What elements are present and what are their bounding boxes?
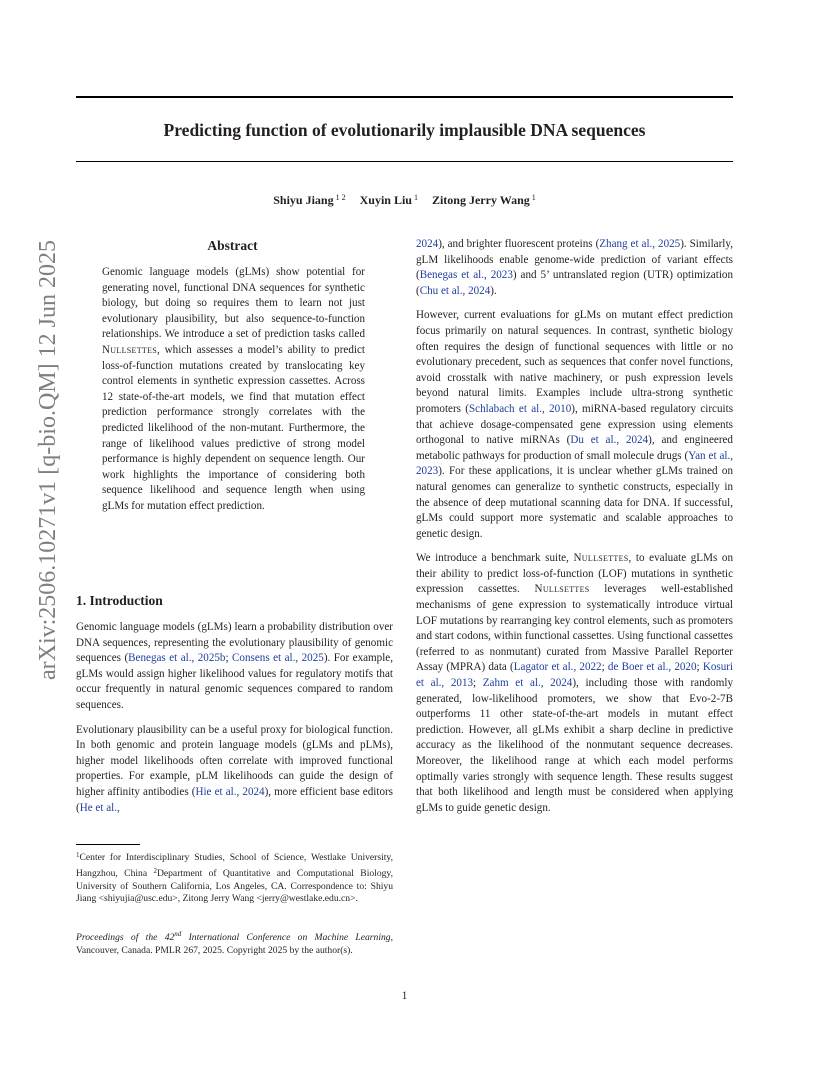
author-affiliation: 1 2 (335, 193, 346, 202)
paragraph: 2024), and brighter fluorescent proteins (Zhang et al., 2025). Similarly, gLM likelihoods enable genome-wide prediction of variant effects (Benegas et al., 2023) and 5’ untranslated region (UTR) optimization (Chu et al., 2024). (416, 238, 733, 297)
footnote-rule (76, 844, 140, 845)
author-affiliation: 1 (531, 193, 536, 202)
introduction-left-column (76, 620, 393, 816)
citation-link[interactable]: He et al., (79, 801, 120, 814)
abstract-heading: Abstract (207, 238, 258, 253)
citation-link[interactable]: Du et al., 2024 (570, 434, 649, 447)
citation-link[interactable]: de Boer et al., 2020 (607, 661, 697, 674)
affiliation-footnote: $^1$Center for Interdisciplinary Studies, School of Science, Westlake University, Hangzhou, China $^2$Department of Quantitative and Computational Biology, University of Southern California, Los Angeles, CA. Correspondence to: Shiyu Jiang <shiyujia@usc.edu>, Zitong Jerry Wang <jerry@westlake.edu.cn>. (76, 851, 393, 905)
citation-link[interactable]: Benegas et al., 2023 (419, 269, 513, 282)
section-heading-introduction: 1. Introduction (76, 593, 163, 608)
citation-link[interactable]: Consens et al., 2025 (232, 652, 324, 665)
right-column (416, 237, 733, 816)
paper-title: Predicting function of evolutionarily implausible DNA sequences (163, 120, 646, 140)
citation-link[interactable]: Benegas et al., 2025b (128, 652, 226, 665)
benchmark-name: Nullsettes (573, 552, 629, 565)
author-name: Shiyu Jiang (273, 193, 334, 207)
benchmark-name: Nullsettes (534, 583, 590, 596)
author-affiliation: 1 (413, 193, 418, 202)
author-name: Xuyin Liu (359, 193, 412, 207)
paragraph: However, current evaluations for gLMs on mutant effect prediction focus primarily on natural sequences. In contrast, synthetic biology often requires the design of functional sequences with little or no evolutionary precedent, such as sequences that confer novel functions, avoid crosstalk with native machinery, or push expression levels beyond natural limits. Examples include ultra-strong synthetic promoters (Schlabach et al., 2010), miRNA-based regulatory circuits that achieve dosage-compensated gene expression using elements orthogonal to native miRNAs (Du et al., 2024), and engineered metabolic pathways for production of small molecule drugs (Yan et al., 2023). For these applications, it is unclear whether gLMs trained on natural genomes can generalize to synthetic constructs, especially in the absence of deep mutational scanning data for DNA. If successful, gLMs could support more systematic and scalable approaches to genetic design. (416, 309, 734, 540)
citation-link[interactable]: Lagator et al., 2022 (513, 661, 602, 674)
benchmark-name: Nullsettes (102, 343, 158, 356)
citation-link[interactable]: Zahm et al., 2024 (482, 677, 573, 690)
title-rule-top (76, 96, 733, 98)
citation-link[interactable]: Schlabach et al., 2010 (469, 402, 572, 415)
arxiv-identifier-stamp: arXiv:2506.10271v1 [q-bio.QM] 12 Jun 2025 (35, 240, 61, 680)
page-number: 1 (401, 990, 408, 1002)
abstract-text: Genomic language models (gLMs) show potential for generating novel, functional DNA sequences for synthetic biology, but doing so requires them to learn not just evolutionary plausibility, but also sequence-to-function relationships. We introduce a set of prediction tasks called Nullsettes, which assesses a model’s ability to predict loss-of-function mutations created by translocating key control elements in synthetic expression cassettes. Across 12 state-of-the-art models, we find that mutation effect prediction performance strongly correlates with the predicted likelihood of the non-mutant. Furthermore, the range of likelihood values predictive of strong model performance is highly dependent on sequence length. Our work highlights the importance of considering both sequence likelihood and sequence length when using gLMs for mutation effect prediction. (102, 266, 365, 512)
paragraph: Evolutionary plausibility can be a useful proxy for biological function. In both genomic and protein language models (gLMs and pLMs), higher model likelihoods often correlate with improved functional properties. For example, pLM likelihoods can guide the design of higher affinity antibodies (Hie et al., 2024), more efficient base editors (He et al., (76, 723, 393, 814)
author-list (76, 190, 733, 208)
citation-link[interactable]: Hie et al., 2024 (195, 785, 265, 798)
author-name: Zitong Jerry Wang (431, 193, 530, 207)
title-rule-bottom (76, 161, 733, 162)
citation-link[interactable]: Chu et al., 2024 (419, 284, 491, 297)
citation-link[interactable]: Yan et al., 2023 (416, 449, 733, 478)
paragraph: We introduce a benchmark suite, Nullsettes, to evaluate gLMs on their ability to predict loss-of-function (LOF) mutations in synthetic expression cassettes. Nullsettes leverages well-established mechanisms of gene expression to systematically introduce virtual LOF mutations by rearranging key control elements, such as promoters and start codons, within functional cassettes. Using functional cassettes (referred to as nonmutant) curated from Massive Parallel Reporter Assay (MPRA) data (Lagator et al., 2022; de Boer et al., 2020; Kosuri et al., 2013; Zahm et al., 2024), including those with randomly generated, low-likelihood promoters, we show that Evo-2-7B outperforms 11 other state-of-the-art models in mutant effect prediction. However, all gLMs exhibit a sharp decline in predictive accuracy as the likelihood of the nonmutant sequence decreases. Moreover, the likelihood range at which each model performs optimally varies strongly with sequence length. These results suggest that both likelihood and length must be considered when applying gLMs to guide genetic design. (416, 552, 734, 814)
citation-link[interactable]: 2024 (416, 238, 439, 250)
paragraph: Genomic language models (gLMs) learn a probability distribution over DNA sequences, representing the evolutionary plausibility of genomic sequences (Benegas et al., 2025b; Consens et al., 2025). For example, gLMs would assign higher likelihood values for regulatory motifs that occur frequently in natural genomic sequences compared to random sequences. (76, 621, 393, 711)
citation-link[interactable]: Zhang et al., 2025 (599, 238, 681, 250)
proceedings-note: Proceedings of the 42nd International Conference on Machine Learning, Vancouver, Canada. PMLR 267, 2025. Copyright 2025 by the author(s). (76, 930, 394, 957)
citation-link[interactable]: Kosuri et al., 2013 (416, 661, 734, 690)
